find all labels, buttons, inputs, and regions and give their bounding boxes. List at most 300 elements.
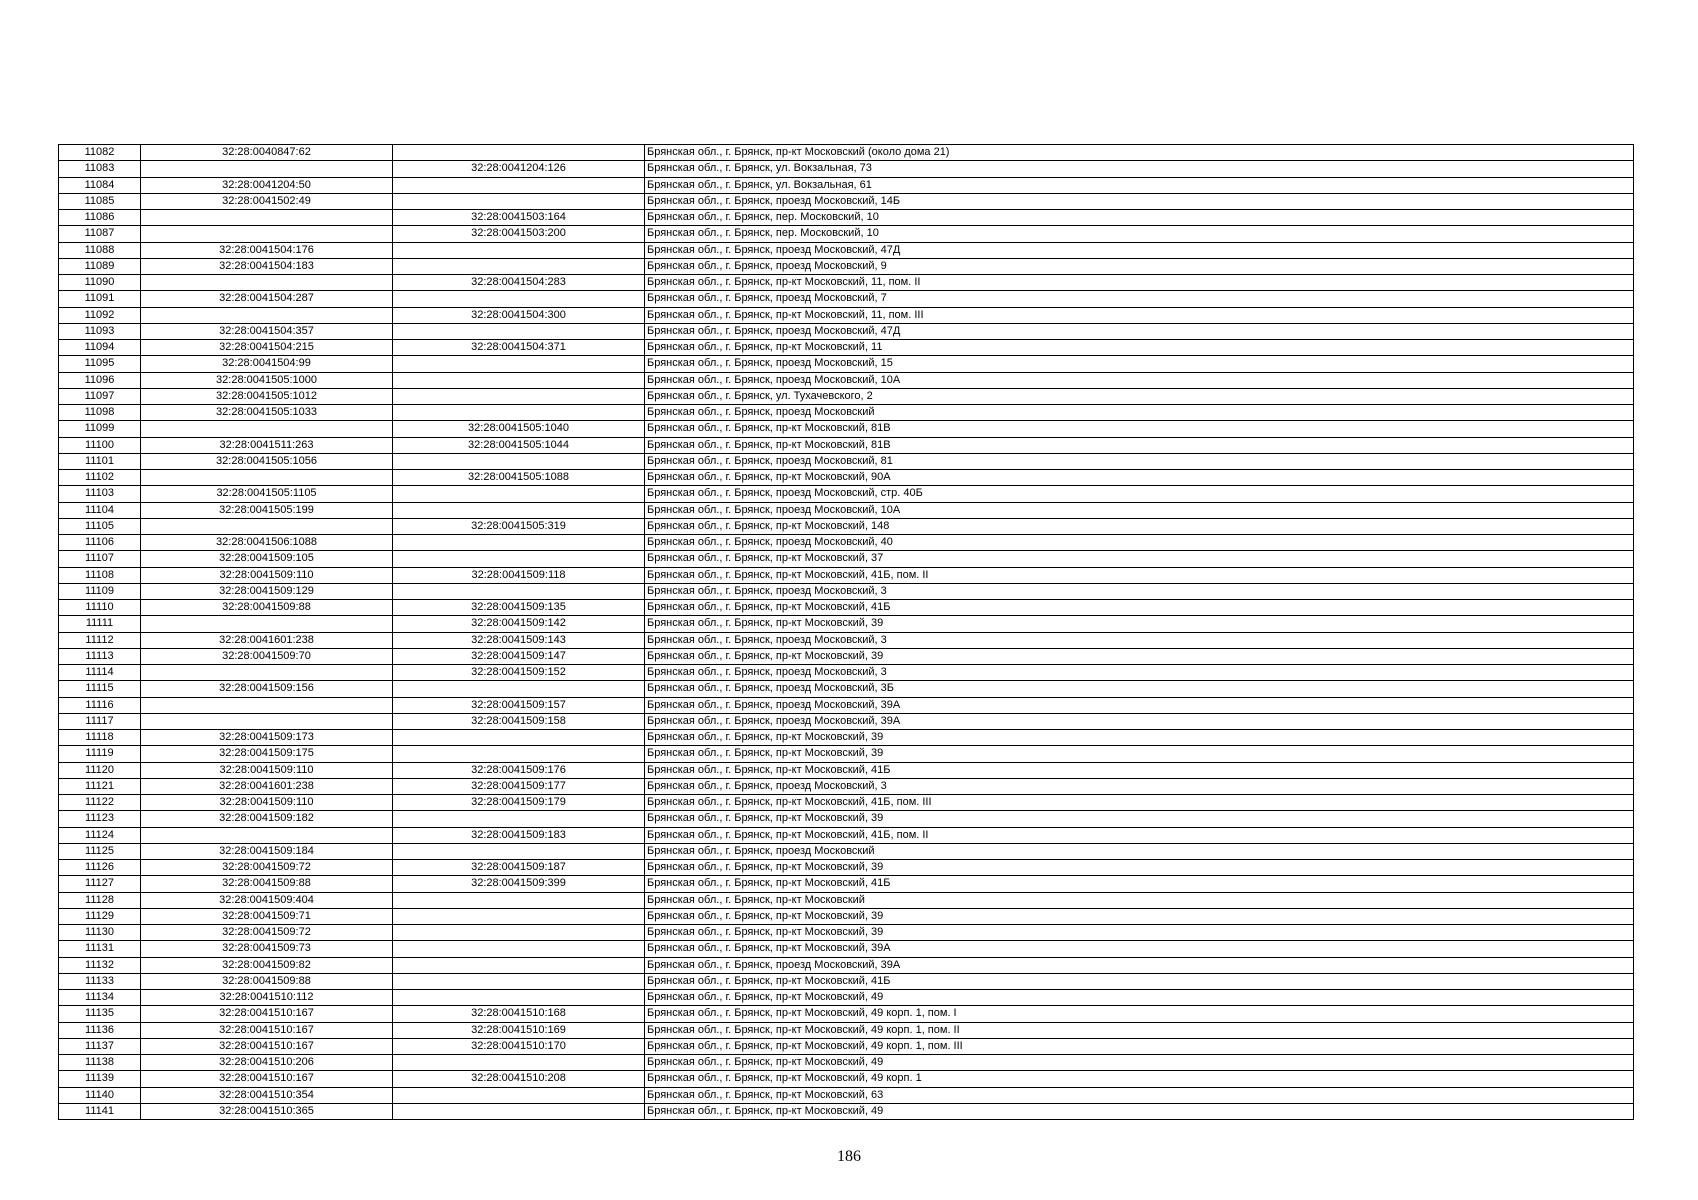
cell-land-cadastral-number: 32:28:0041502:49 bbox=[141, 193, 393, 209]
table-row bbox=[59, 648, 1634, 664]
cell-address: Брянская обл., г. Брянск, проезд Московский, 10А bbox=[645, 372, 1634, 388]
cell-row-number: 11125 bbox=[59, 843, 141, 859]
cell-address: Брянская обл., г. Брянск, пр-кт Московский, 39 bbox=[645, 811, 1634, 827]
cell-land-cadastral-number: 32:28:0041504:99 bbox=[141, 356, 393, 372]
cell-address: Брянская обл., г. Брянск, проезд Московский, 3 bbox=[645, 583, 1634, 599]
cell-address: Брянская обл., г. Брянск, пр-кт Московский, 41Б, пом. II bbox=[645, 567, 1634, 583]
cell-row-number: 11091 bbox=[59, 291, 141, 307]
cell-land-cadastral-number bbox=[141, 470, 393, 486]
cell-object-cadastral-number: 32:28:0041510:168 bbox=[393, 1006, 645, 1022]
cell-land-cadastral-number: 32:28:0041510:167 bbox=[141, 1006, 393, 1022]
table-row bbox=[59, 210, 1634, 226]
cell-address: Брянская обл., г. Брянск, пер. Московский, 10 bbox=[645, 226, 1634, 242]
cell-land-cadastral-number: 32:28:0040847:62 bbox=[141, 145, 393, 161]
cell-row-number: 11108 bbox=[59, 567, 141, 583]
cell-object-cadastral-number: 32:28:0041505:1088 bbox=[393, 470, 645, 486]
cell-land-cadastral-number bbox=[141, 616, 393, 632]
cell-object-cadastral-number: 32:28:0041509:118 bbox=[393, 567, 645, 583]
cell-row-number: 11135 bbox=[59, 1006, 141, 1022]
cell-object-cadastral-number: 32:28:0041509:143 bbox=[393, 632, 645, 648]
table-row bbox=[59, 697, 1634, 713]
cell-land-cadastral-number: 32:28:0041509:182 bbox=[141, 811, 393, 827]
cell-row-number: 11134 bbox=[59, 990, 141, 1006]
cell-land-cadastral-number: 32:28:0041509:105 bbox=[141, 551, 393, 567]
cell-address: Брянская обл., г. Брянск, проезд Московский, 39А bbox=[645, 713, 1634, 729]
cell-row-number: 11105 bbox=[59, 518, 141, 534]
cell-row-number: 11111 bbox=[59, 616, 141, 632]
cell-object-cadastral-number bbox=[393, 193, 645, 209]
cell-object-cadastral-number: 32:28:0041509:135 bbox=[393, 600, 645, 616]
cell-row-number: 11093 bbox=[59, 323, 141, 339]
cell-address: Брянская обл., г. Брянск, пр-кт Московский, 41Б, пом. II bbox=[645, 827, 1634, 843]
cell-address: Брянская обл., г. Брянск, проезд Московский, 3Б bbox=[645, 681, 1634, 697]
cell-row-number: 11137 bbox=[59, 1038, 141, 1054]
cell-object-cadastral-number bbox=[393, 892, 645, 908]
table-row bbox=[59, 713, 1634, 729]
cell-row-number: 11084 bbox=[59, 177, 141, 193]
cell-object-cadastral-number bbox=[393, 242, 645, 258]
cell-land-cadastral-number: 32:28:0041510:206 bbox=[141, 1055, 393, 1071]
cell-row-number: 11094 bbox=[59, 340, 141, 356]
cell-address: Брянская обл., г. Брянск, проезд Московский, 7 bbox=[645, 291, 1634, 307]
cell-address: Брянская обл., г. Брянск, пр-кт Московский, 49 bbox=[645, 990, 1634, 1006]
table-row bbox=[59, 145, 1634, 161]
cell-land-cadastral-number: 32:28:0041204:50 bbox=[141, 177, 393, 193]
cell-object-cadastral-number bbox=[393, 291, 645, 307]
cell-land-cadastral-number: 32:28:0041509:110 bbox=[141, 762, 393, 778]
cell-object-cadastral-number bbox=[393, 925, 645, 941]
cell-address: Брянская обл., г. Брянск, проезд Московский, 47Д bbox=[645, 242, 1634, 258]
cell-land-cadastral-number: 32:28:0041509:129 bbox=[141, 583, 393, 599]
cell-row-number: 11123 bbox=[59, 811, 141, 827]
cell-address: Брянская обл., г. Брянск, пр-кт Московский, 81В bbox=[645, 421, 1634, 437]
cell-row-number: 11117 bbox=[59, 713, 141, 729]
cell-object-cadastral-number: 32:28:0041509:187 bbox=[393, 860, 645, 876]
cell-land-cadastral-number bbox=[141, 275, 393, 291]
cell-address: Брянская обл., г. Брянск, пр-кт Московский, 39 bbox=[645, 730, 1634, 746]
cell-land-cadastral-number: 32:28:0041505:1056 bbox=[141, 453, 393, 469]
table-row bbox=[59, 860, 1634, 876]
cell-address: Брянская обл., г. Брянск, пр-кт Московский, 41Б bbox=[645, 762, 1634, 778]
cell-land-cadastral-number: 32:28:0041510:167 bbox=[141, 1071, 393, 1087]
cell-address: Брянская обл., г. Брянск, пр-кт Московский, 11, пом. II bbox=[645, 275, 1634, 291]
cell-row-number: 11124 bbox=[59, 827, 141, 843]
cell-address: Брянская обл., г. Брянск, пр-кт Московский, 148 bbox=[645, 518, 1634, 534]
cell-land-cadastral-number bbox=[141, 161, 393, 177]
table-row bbox=[59, 356, 1634, 372]
cell-object-cadastral-number: 32:28:0041510:208 bbox=[393, 1071, 645, 1087]
table-row bbox=[59, 632, 1634, 648]
cell-object-cadastral-number bbox=[393, 681, 645, 697]
cell-address: Брянская обл., г. Брянск, проезд Московский, 47Д bbox=[645, 323, 1634, 339]
table-row bbox=[59, 242, 1634, 258]
cell-object-cadastral-number: 32:28:0041504:371 bbox=[393, 340, 645, 356]
cell-address: Брянская обл., г. Брянск, пр-кт Московский, 90А bbox=[645, 470, 1634, 486]
table-row bbox=[59, 470, 1634, 486]
cell-object-cadastral-number: 32:28:0041509:157 bbox=[393, 697, 645, 713]
cell-row-number: 11122 bbox=[59, 795, 141, 811]
cell-land-cadastral-number: 32:28:0041509:88 bbox=[141, 600, 393, 616]
cell-land-cadastral-number bbox=[141, 421, 393, 437]
cell-land-cadastral-number: 32:28:0041509:110 bbox=[141, 567, 393, 583]
table-row bbox=[59, 616, 1634, 632]
cell-object-cadastral-number bbox=[393, 843, 645, 859]
cell-land-cadastral-number: 32:28:0041509:88 bbox=[141, 973, 393, 989]
table-row bbox=[59, 843, 1634, 859]
table-row bbox=[59, 307, 1634, 323]
cell-row-number: 11139 bbox=[59, 1071, 141, 1087]
cell-land-cadastral-number: 32:28:0041504:287 bbox=[141, 291, 393, 307]
cell-object-cadastral-number bbox=[393, 973, 645, 989]
cell-address: Брянская обл., г. Брянск, пр-кт Московский, 39А bbox=[645, 941, 1634, 957]
cell-object-cadastral-number bbox=[393, 730, 645, 746]
table-row bbox=[59, 583, 1634, 599]
cell-row-number: 11112 bbox=[59, 632, 141, 648]
table-row bbox=[59, 811, 1634, 827]
cell-address: Брянская обл., г. Брянск, пр-кт Московский, 49 корп. 1, пом. I bbox=[645, 1006, 1634, 1022]
cell-address: Брянская обл., г. Брянск, пр-кт Московский bbox=[645, 892, 1634, 908]
cell-row-number: 11107 bbox=[59, 551, 141, 567]
cell-object-cadastral-number: 32:28:0041509:147 bbox=[393, 648, 645, 664]
cell-land-cadastral-number: 32:28:0041511:263 bbox=[141, 437, 393, 453]
table-row bbox=[59, 1055, 1634, 1071]
table-row bbox=[59, 925, 1634, 941]
table-row bbox=[59, 405, 1634, 421]
cell-row-number: 11082 bbox=[59, 145, 141, 161]
table-row bbox=[59, 486, 1634, 502]
table-row bbox=[59, 762, 1634, 778]
cell-row-number: 11103 bbox=[59, 486, 141, 502]
cell-object-cadastral-number: 32:28:0041505:319 bbox=[393, 518, 645, 534]
cell-row-number: 11096 bbox=[59, 372, 141, 388]
cell-object-cadastral-number: 32:28:0041509:177 bbox=[393, 778, 645, 794]
cell-address: Брянская обл., г. Брянск, пр-кт Московский, 39 bbox=[645, 860, 1634, 876]
table-row bbox=[59, 1087, 1634, 1103]
cell-row-number: 11088 bbox=[59, 242, 141, 258]
cell-row-number: 11133 bbox=[59, 973, 141, 989]
table-row bbox=[59, 990, 1634, 1006]
cell-address: Брянская обл., г. Брянск, пр-кт Московский, 39 bbox=[645, 648, 1634, 664]
cell-address: Брянская обл., г. Брянск, проезд Московский, 3 bbox=[645, 778, 1634, 794]
cell-land-cadastral-number: 32:28:0041509:72 bbox=[141, 925, 393, 941]
cell-land-cadastral-number bbox=[141, 210, 393, 226]
cell-address: Брянская обл., г. Брянск, проезд Московский, 9 bbox=[645, 258, 1634, 274]
cell-row-number: 11131 bbox=[59, 941, 141, 957]
cell-object-cadastral-number bbox=[393, 258, 645, 274]
table-row bbox=[59, 372, 1634, 388]
cell-address: Брянская обл., г. Брянск, пр-кт Московский, 49 bbox=[645, 1103, 1634, 1119]
table-row bbox=[59, 892, 1634, 908]
cell-object-cadastral-number bbox=[393, 583, 645, 599]
cell-address: Брянская обл., г. Брянск, пр-кт Московский, 49 корп. 1, пом. III bbox=[645, 1038, 1634, 1054]
cell-row-number: 11092 bbox=[59, 307, 141, 323]
cell-address: Брянская обл., г. Брянск, пр-кт Московский, 41Б bbox=[645, 876, 1634, 892]
cell-object-cadastral-number: 32:28:0041509:399 bbox=[393, 876, 645, 892]
table-row bbox=[59, 193, 1634, 209]
table-row bbox=[59, 778, 1634, 794]
cell-land-cadastral-number: 32:28:0041509:184 bbox=[141, 843, 393, 859]
cell-row-number: 11101 bbox=[59, 453, 141, 469]
cell-address: Брянская обл., г. Брянск, пр-кт Московский, 11 bbox=[645, 340, 1634, 356]
table-row bbox=[59, 567, 1634, 583]
table-row bbox=[59, 551, 1634, 567]
table-row bbox=[59, 453, 1634, 469]
cell-address: Брянская обл., г. Брянск, пр-кт Московский, 49 корп. 1, пом. II bbox=[645, 1022, 1634, 1038]
cell-object-cadastral-number bbox=[393, 990, 645, 1006]
cell-address: Брянская обл., г. Брянск, пер. Московский, 10 bbox=[645, 210, 1634, 226]
cell-land-cadastral-number: 32:28:0041601:238 bbox=[141, 632, 393, 648]
cell-land-cadastral-number: 32:28:0041509:71 bbox=[141, 908, 393, 924]
cell-object-cadastral-number bbox=[393, 486, 645, 502]
cell-object-cadastral-number bbox=[393, 941, 645, 957]
cell-address: Брянская обл., г. Брянск, пр-кт Московский, 41Б bbox=[645, 600, 1634, 616]
table-row bbox=[59, 535, 1634, 551]
cell-address: Брянская обл., г. Брянск, проезд Московский, 81 bbox=[645, 453, 1634, 469]
cell-object-cadastral-number bbox=[393, 145, 645, 161]
table-row bbox=[59, 665, 1634, 681]
cell-object-cadastral-number: 32:28:0041504:283 bbox=[393, 275, 645, 291]
cell-address: Брянская обл., г. Брянск, пр-кт Московский, 41Б, пом. III bbox=[645, 795, 1634, 811]
table-row bbox=[59, 941, 1634, 957]
cell-row-number: 11119 bbox=[59, 746, 141, 762]
cell-land-cadastral-number bbox=[141, 307, 393, 323]
cell-address: Брянская обл., г. Брянск, пр-кт Московский, 81В bbox=[645, 437, 1634, 453]
cell-address: Брянская обл., г. Брянск, пр-кт Московский, 39 bbox=[645, 616, 1634, 632]
cell-row-number: 11130 bbox=[59, 925, 141, 941]
cell-object-cadastral-number bbox=[393, 502, 645, 518]
cell-land-cadastral-number: 32:28:0041510:112 bbox=[141, 990, 393, 1006]
cell-address: Брянская обл., г. Брянск, проезд Московский, 39А bbox=[645, 957, 1634, 973]
cell-object-cadastral-number bbox=[393, 957, 645, 973]
table-row bbox=[59, 502, 1634, 518]
cell-object-cadastral-number bbox=[393, 535, 645, 551]
cell-object-cadastral-number bbox=[393, 908, 645, 924]
table-row bbox=[59, 746, 1634, 762]
cell-row-number: 11121 bbox=[59, 778, 141, 794]
cell-object-cadastral-number: 32:28:0041505:1040 bbox=[393, 421, 645, 437]
cell-address: Брянская обл., г. Брянск, проезд Московский, 3 bbox=[645, 632, 1634, 648]
cell-row-number: 11098 bbox=[59, 405, 141, 421]
table-row bbox=[59, 600, 1634, 616]
cell-object-cadastral-number: 32:28:0041204:126 bbox=[393, 161, 645, 177]
table-row bbox=[59, 1038, 1634, 1054]
cell-row-number: 11138 bbox=[59, 1055, 141, 1071]
cell-object-cadastral-number: 32:28:0041510:169 bbox=[393, 1022, 645, 1038]
cell-object-cadastral-number: 32:28:0041509:176 bbox=[393, 762, 645, 778]
cell-object-cadastral-number bbox=[393, 811, 645, 827]
table-row bbox=[59, 1006, 1634, 1022]
cell-object-cadastral-number: 32:28:0041509:142 bbox=[393, 616, 645, 632]
table-row bbox=[59, 323, 1634, 339]
cell-land-cadastral-number: 32:28:0041505:1033 bbox=[141, 405, 393, 421]
cell-land-cadastral-number: 32:28:0041505:199 bbox=[141, 502, 393, 518]
cell-land-cadastral-number: 32:28:0041509:156 bbox=[141, 681, 393, 697]
cell-row-number: 11106 bbox=[59, 535, 141, 551]
table-row bbox=[59, 973, 1634, 989]
table-row bbox=[59, 876, 1634, 892]
cell-land-cadastral-number: 32:28:0041509:404 bbox=[141, 892, 393, 908]
cell-land-cadastral-number: 32:28:0041509:175 bbox=[141, 746, 393, 762]
cell-address: Брянская обл., г. Брянск, проезд Московский, 14Б bbox=[645, 193, 1634, 209]
cell-object-cadastral-number: 32:28:0041509:152 bbox=[393, 665, 645, 681]
registry-table-container bbox=[58, 144, 1633, 1120]
cell-land-cadastral-number bbox=[141, 665, 393, 681]
cell-row-number: 11114 bbox=[59, 665, 141, 681]
cell-row-number: 11132 bbox=[59, 957, 141, 973]
cell-land-cadastral-number bbox=[141, 713, 393, 729]
cell-row-number: 11128 bbox=[59, 892, 141, 908]
cell-address: Брянская обл., г. Брянск, проезд Московский, 10А bbox=[645, 502, 1634, 518]
cell-land-cadastral-number bbox=[141, 697, 393, 713]
cell-row-number: 11118 bbox=[59, 730, 141, 746]
cell-row-number: 11089 bbox=[59, 258, 141, 274]
table-row bbox=[59, 908, 1634, 924]
cell-row-number: 11090 bbox=[59, 275, 141, 291]
cell-land-cadastral-number: 32:28:0041504:215 bbox=[141, 340, 393, 356]
cell-address: Брянская обл., г. Брянск, проезд Московский, 39А bbox=[645, 697, 1634, 713]
cell-object-cadastral-number: 32:28:0041509:158 bbox=[393, 713, 645, 729]
cell-object-cadastral-number: 32:28:0041503:200 bbox=[393, 226, 645, 242]
cell-land-cadastral-number: 32:28:0041509:173 bbox=[141, 730, 393, 746]
cell-address: Брянская обл., г. Брянск, пр-кт Московский, 11, пом. III bbox=[645, 307, 1634, 323]
cell-row-number: 11100 bbox=[59, 437, 141, 453]
cell-land-cadastral-number: 32:28:0041509:73 bbox=[141, 941, 393, 957]
cell-land-cadastral-number: 32:28:0041505:1012 bbox=[141, 388, 393, 404]
table-row bbox=[59, 258, 1634, 274]
cell-object-cadastral-number bbox=[393, 177, 645, 193]
cell-land-cadastral-number: 32:28:0041505:1105 bbox=[141, 486, 393, 502]
cell-object-cadastral-number: 32:28:0041503:164 bbox=[393, 210, 645, 226]
cell-land-cadastral-number bbox=[141, 827, 393, 843]
cell-address: Брянская обл., г. Брянск, проезд Московский, 40 bbox=[645, 535, 1634, 551]
table-row bbox=[59, 177, 1634, 193]
cell-land-cadastral-number: 32:28:0041601:238 bbox=[141, 778, 393, 794]
cell-address: Брянская обл., г. Брянск, проезд Московский, стр. 40Б bbox=[645, 486, 1634, 502]
cell-row-number: 11086 bbox=[59, 210, 141, 226]
cell-row-number: 11127 bbox=[59, 876, 141, 892]
cell-object-cadastral-number bbox=[393, 372, 645, 388]
cell-row-number: 11140 bbox=[59, 1087, 141, 1103]
table-row bbox=[59, 1071, 1634, 1087]
cell-row-number: 11102 bbox=[59, 470, 141, 486]
table-row bbox=[59, 795, 1634, 811]
registry-table bbox=[58, 144, 1634, 1120]
cell-land-cadastral-number: 32:28:0041505:1000 bbox=[141, 372, 393, 388]
cell-address: Брянская обл., г. Брянск, ул. Вокзальная, 73 bbox=[645, 161, 1634, 177]
cell-object-cadastral-number bbox=[393, 453, 645, 469]
cell-row-number: 11115 bbox=[59, 681, 141, 697]
cell-land-cadastral-number bbox=[141, 518, 393, 534]
cell-row-number: 11099 bbox=[59, 421, 141, 437]
cell-land-cadastral-number: 32:28:0041504:183 bbox=[141, 258, 393, 274]
cell-land-cadastral-number: 32:28:0041510:167 bbox=[141, 1038, 393, 1054]
cell-row-number: 11141 bbox=[59, 1103, 141, 1119]
cell-object-cadastral-number bbox=[393, 323, 645, 339]
cell-row-number: 11095 bbox=[59, 356, 141, 372]
table-row bbox=[59, 957, 1634, 973]
table-row bbox=[59, 681, 1634, 697]
cell-address: Брянская обл., г. Брянск, пр-кт Московский, 49 корп. 1 bbox=[645, 1071, 1634, 1087]
table-row bbox=[59, 730, 1634, 746]
cell-address: Брянская обл., г. Брянск, пр-кт Московский, 39 bbox=[645, 925, 1634, 941]
page-number: 186 bbox=[837, 1148, 861, 1165]
table-row bbox=[59, 388, 1634, 404]
cell-object-cadastral-number: 32:28:0041509:183 bbox=[393, 827, 645, 843]
cell-row-number: 11097 bbox=[59, 388, 141, 404]
cell-row-number: 11085 bbox=[59, 193, 141, 209]
table-row bbox=[59, 340, 1634, 356]
cell-land-cadastral-number: 32:28:0041509:70 bbox=[141, 648, 393, 664]
cell-object-cadastral-number: 32:28:0041509:179 bbox=[393, 795, 645, 811]
cell-land-cadastral-number: 32:28:0041506:1088 bbox=[141, 535, 393, 551]
cell-address: Брянская обл., г. Брянск, проезд Московский, 15 bbox=[645, 356, 1634, 372]
cell-row-number: 11109 bbox=[59, 583, 141, 599]
cell-address: Брянская обл., г. Брянск, пр-кт Московский, 63 bbox=[645, 1087, 1634, 1103]
table-row bbox=[59, 226, 1634, 242]
cell-row-number: 11116 bbox=[59, 697, 141, 713]
cell-address: Брянская обл., г. Брянск, ул. Вокзальная, 61 bbox=[645, 177, 1634, 193]
cell-row-number: 11113 bbox=[59, 648, 141, 664]
registry-table-body bbox=[59, 145, 1634, 1120]
table-row bbox=[59, 421, 1634, 437]
cell-row-number: 11120 bbox=[59, 762, 141, 778]
cell-row-number: 11136 bbox=[59, 1022, 141, 1038]
cell-row-number: 11087 bbox=[59, 226, 141, 242]
cell-row-number: 11129 bbox=[59, 908, 141, 924]
table-row bbox=[59, 161, 1634, 177]
cell-object-cadastral-number bbox=[393, 551, 645, 567]
table-row bbox=[59, 275, 1634, 291]
cell-object-cadastral-number bbox=[393, 356, 645, 372]
cell-land-cadastral-number: 32:28:0041510:167 bbox=[141, 1022, 393, 1038]
cell-object-cadastral-number: 32:28:0041504:300 bbox=[393, 307, 645, 323]
cell-row-number: 11104 bbox=[59, 502, 141, 518]
cell-land-cadastral-number: 32:28:0041509:82 bbox=[141, 957, 393, 973]
cell-address: Брянская обл., г. Брянск, проезд Московский bbox=[645, 405, 1634, 421]
table-row bbox=[59, 518, 1634, 534]
cell-object-cadastral-number bbox=[393, 405, 645, 421]
cell-object-cadastral-number bbox=[393, 388, 645, 404]
cell-address: Брянская обл., г. Брянск, пр-кт Московский, 49 bbox=[645, 1055, 1634, 1071]
cell-address: Брянская обл., г. Брянск, пр-кт Московский, 37 bbox=[645, 551, 1634, 567]
cell-object-cadastral-number bbox=[393, 1087, 645, 1103]
cell-object-cadastral-number bbox=[393, 1055, 645, 1071]
cell-address: Брянская обл., г. Брянск, пр-кт Московский, 39 bbox=[645, 908, 1634, 924]
cell-row-number: 11110 bbox=[59, 600, 141, 616]
table-row bbox=[59, 291, 1634, 307]
cell-address: Брянская обл., г. Брянск, проезд Московский, 3 bbox=[645, 665, 1634, 681]
cell-land-cadastral-number: 32:28:0041509:88 bbox=[141, 876, 393, 892]
cell-land-cadastral-number: 32:28:0041504:357 bbox=[141, 323, 393, 339]
cell-address: Брянская обл., г. Брянск, пр-кт Московский (около дома 21) bbox=[645, 145, 1634, 161]
table-row bbox=[59, 437, 1634, 453]
cell-address: Брянская обл., г. Брянск, ул. Тухачевского, 2 bbox=[645, 388, 1634, 404]
table-row bbox=[59, 827, 1634, 843]
cell-land-cadastral-number bbox=[141, 226, 393, 242]
cell-object-cadastral-number: 32:28:0041510:170 bbox=[393, 1038, 645, 1054]
cell-object-cadastral-number bbox=[393, 1103, 645, 1119]
cell-land-cadastral-number: 32:28:0041509:110 bbox=[141, 795, 393, 811]
table-row bbox=[59, 1103, 1634, 1119]
cell-address: Брянская обл., г. Брянск, пр-кт Московский, 41Б bbox=[645, 973, 1634, 989]
cell-object-cadastral-number: 32:28:0041505:1044 bbox=[393, 437, 645, 453]
cell-land-cadastral-number: 32:28:0041504:176 bbox=[141, 242, 393, 258]
cell-address: Брянская обл., г. Брянск, проезд Московский bbox=[645, 843, 1634, 859]
cell-land-cadastral-number: 32:28:0041509:72 bbox=[141, 860, 393, 876]
cell-object-cadastral-number bbox=[393, 746, 645, 762]
cell-row-number: 11083 bbox=[59, 161, 141, 177]
cell-row-number: 11126 bbox=[59, 860, 141, 876]
